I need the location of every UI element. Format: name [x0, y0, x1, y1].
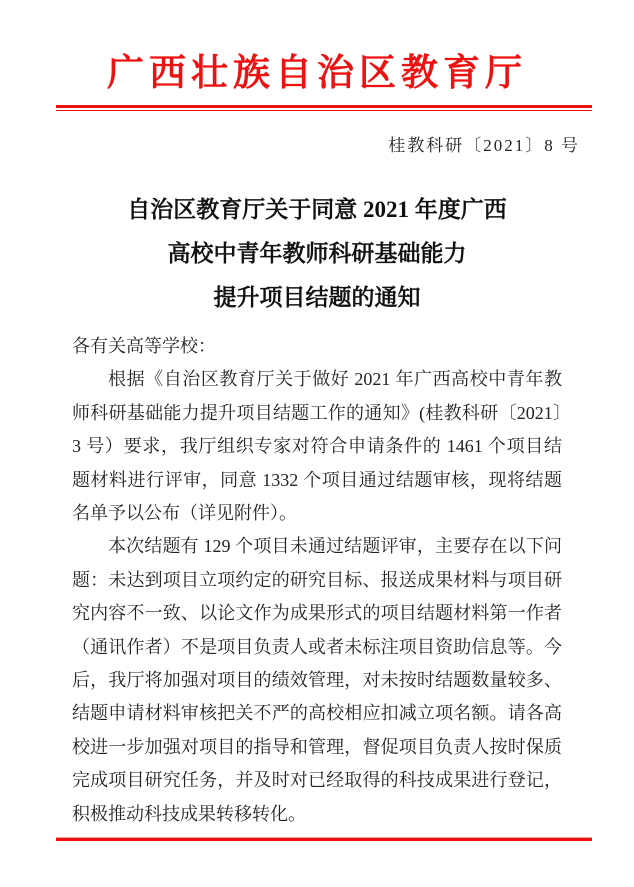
notice-title-line-1: 自治区教育厅关于同意 2021 年度广西: [127, 197, 507, 222]
paragraph-review-results: 根据《自治区教育厅关于做好 2021 年广西高校中青年教师科研基础能力提升项目结题工作的通知》(桂教科研〔2021〕3 号）要求，我厅组织专家对符合申请条件的 1461 个项目结题材料进行评审，同意 1332 个项目通过结题审核，现将结题名单予以公布（详见附件）。: [72, 369, 562, 524]
agency-masthead: 广西壮族自治区教育厅: [107, 53, 527, 94]
footer-divider-line: [56, 837, 592, 841]
document-reference-number: 桂教科研〔2021〕8 号: [388, 136, 580, 155]
notice-title-line-2: 高校中青年教师科研基础能力: [167, 241, 467, 266]
notice-body: [72, 330, 562, 831]
notice-title: [0, 188, 634, 320]
notice-title-line-3: 提升项目结题的通知: [213, 285, 421, 310]
salutation: 各有关高等学校：: [72, 336, 216, 356]
masthead-divider-line: [56, 105, 592, 111]
paragraph-problems-and-requirements: 本次结题有 129 个项目未通过结题评审，主要存在以下问题：未达到项目立项约定的研究目标、报送成果材料与项目研究内容不一致、以论文作为成果形式的项目结题材料第一作者（通讯作者）不是项目负责人或者未标注项目资助信息等。今后，我厅将加强对项目的绩效管理，对未按时结题数量较多、结题申请材料审核把关不严的高校相应扣减立项名额。请各高校进一步加强对项目的指导和管理，督促项目负责人按时保质完成项目研究任务，并及时对已经取得的科技成果进行登记，积极推动科技成果转移转化。: [72, 536, 562, 824]
